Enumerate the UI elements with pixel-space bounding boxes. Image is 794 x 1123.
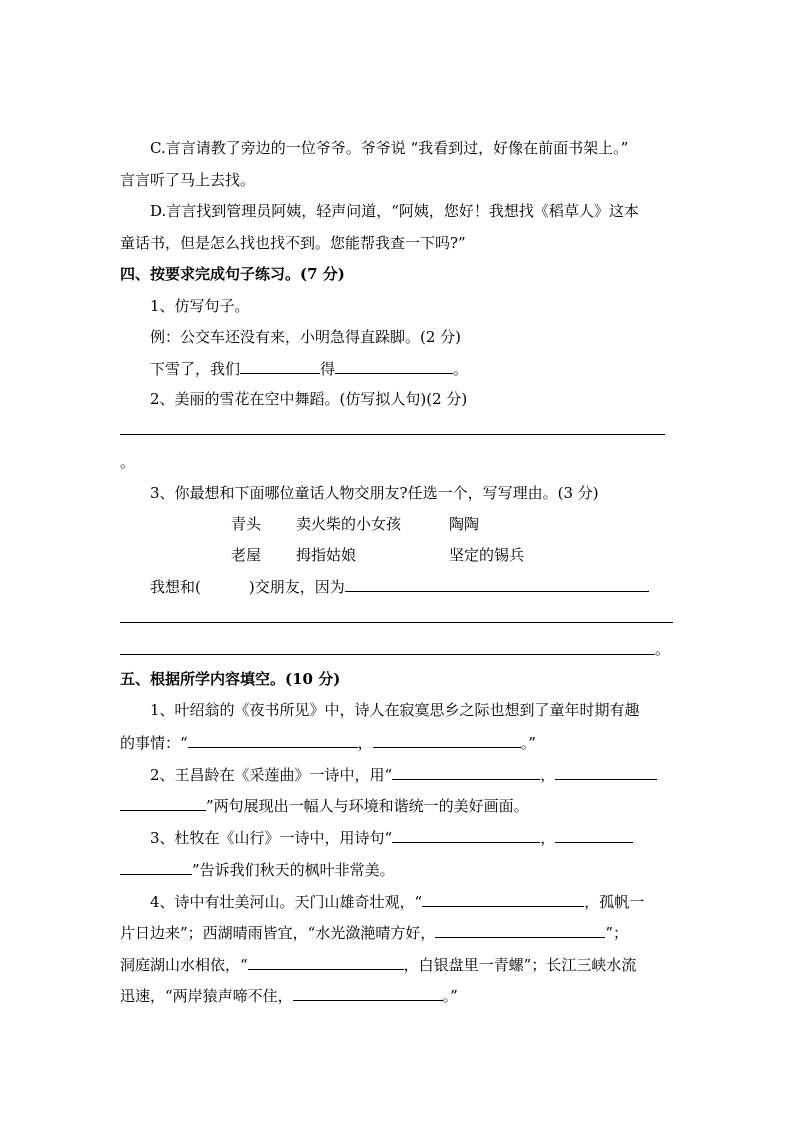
s4-q1-blank-1[interactable] <box>240 358 320 374</box>
s4-q2-answer-rule[interactable] <box>120 434 665 435</box>
s5-q2-text-b: ， <box>540 766 556 784</box>
s5-q4-line-2 <box>120 922 628 943</box>
s5-q1-text-b: ， <box>357 734 373 752</box>
section-5-heading: 五、根据所学内容填空。(10 分) <box>120 670 341 688</box>
s5-q2-line-1 <box>150 764 657 785</box>
s4-q1-prefix: 下雪了，我们 <box>150 360 241 378</box>
s5-q1-line-2 <box>120 732 536 753</box>
s5-q3-text-c: ”告诉我们秋天的枫叶非常美。 <box>192 861 395 879</box>
s4-q2-title: 2、美丽的雪花在空中舞蹈。(仿写拟人句)(2 分) <box>150 390 468 408</box>
s5-q4-text-c: 片日边来”；西湖晴雨皆宜，“水光潋滟晴方好， <box>120 924 436 942</box>
option-d-line-1: D.言言找到管理员阿姨，轻声问道，“阿姨，您好！我想找《稻草人》这本 <box>150 202 639 220</box>
s5-q2-blank-2b[interactable] <box>120 795 206 811</box>
s5-q3-blank-1[interactable] <box>392 827 540 843</box>
character-thumbelina: 拇指姑娘 <box>296 546 357 564</box>
s4-q3-answer-rule-1[interactable] <box>120 622 673 623</box>
s5-q3-line-2 <box>120 859 395 880</box>
s5-q2-blank-1[interactable] <box>392 764 540 780</box>
s5-q3-blank-2b[interactable] <box>120 859 192 875</box>
option-c-line-2: 言言听了马上去找。 <box>120 171 256 189</box>
s4-q3-blank-reason[interactable] <box>345 576 649 592</box>
s5-q4-text-e: 洞庭湖山水相依，“ <box>120 956 248 974</box>
s5-q3-line-1 <box>150 827 633 848</box>
character-tin-soldier: 坚定的锡兵 <box>449 546 525 564</box>
s5-q4-blank-3[interactable] <box>248 954 404 970</box>
s5-q1-text-a: 的事情：“ <box>120 734 188 752</box>
s4-q1-title: 1、仿写句子。 <box>150 297 250 315</box>
s4-q1-example: 例：公交车还没有来，小明急得直跺脚。(2 分) <box>150 328 462 346</box>
s5-q4-blank-2[interactable] <box>435 922 605 938</box>
s5-q4-line-1 <box>150 891 644 912</box>
s4-q3-title: 3、你最想和下面哪位童话人物交朋友?任选一个，写写理由。(3 分) <box>150 484 599 502</box>
s5-q4-text-g: 迅速，“两岸猿声啼不住， <box>120 987 293 1005</box>
s5-q3-blank-2a[interactable] <box>555 827 633 843</box>
s5-q4-line-3 <box>120 954 636 975</box>
s5-q1-line-1: 1、叶绍翁的《夜书所见》中，诗人在寂寞思乡之际也想到了童年时期有趣 <box>150 701 640 719</box>
s5-q4-blank-4[interactable] <box>293 985 443 1001</box>
s4-q3-prefix: 我想和( <box>150 578 201 596</box>
s4-q3-end: 。 <box>655 640 671 658</box>
character-taotao: 陶陶 <box>449 515 480 533</box>
s5-q4-blank-1[interactable] <box>422 891 584 907</box>
s5-q4-text-d: ”； <box>605 924 629 942</box>
s5-q1-blank-2[interactable] <box>373 732 521 748</box>
s4-q1-end: 。 <box>453 360 469 378</box>
s4-q1-answer-line <box>150 358 468 379</box>
s5-q3-text-b: ， <box>540 829 556 847</box>
s4-q3-answer-line <box>150 576 649 597</box>
section-4-heading: 四、按要求完成句子练习。(7 分) <box>120 265 345 283</box>
s5-q4-text-h: 。” <box>442 987 458 1005</box>
s5-q2-text-c: ”两句展现出一幅人与环境和谐统一的美好画面。 <box>206 797 529 815</box>
s5-q2-line-2 <box>120 795 529 816</box>
s4-q1-blank-2[interactable] <box>335 358 453 374</box>
option-c-line-1: C.言言请教了旁边的一位爷爷。爷爷说 “我看到过，好像在前面书架上。” <box>150 139 629 157</box>
character-match-girl: 卖火柴的小女孩 <box>296 515 402 533</box>
s4-q2-end: 。 <box>120 453 136 471</box>
s5-q3-text-a: 3、杜牧在《山行》一诗中，用诗句“ <box>150 829 393 847</box>
s4-q1-mid: 得 <box>320 360 336 378</box>
s5-q1-blank-1[interactable] <box>188 732 358 748</box>
s5-q4-line-4 <box>120 985 458 1006</box>
s5-q2-text-a: 2、王昌龄在《采莲曲》一诗中，用“ <box>150 766 393 784</box>
character-qingtou: 青头 <box>231 515 262 533</box>
s4-q3-answer-rule-2[interactable] <box>120 654 655 655</box>
s4-q3-mid: )交朋友，因为 <box>248 578 345 596</box>
s5-q2-blank-2a[interactable] <box>555 764 657 780</box>
s5-q4-text-a: 4、诗中有壮美河山。天门山雄奇壮观，“ <box>150 893 423 911</box>
option-d-line-2: 童话书，但是怎么找也找不到。您能帮我查一下吗?” <box>120 234 466 252</box>
s5-q4-text-f: ，白银盘里一青螺”；长江三峡水流 <box>403 956 637 974</box>
character-old-house: 老屋 <box>231 546 262 564</box>
s5-q4-text-b: ，孤帆一 <box>584 893 645 911</box>
s5-q1-text-c: 。” <box>520 734 536 752</box>
